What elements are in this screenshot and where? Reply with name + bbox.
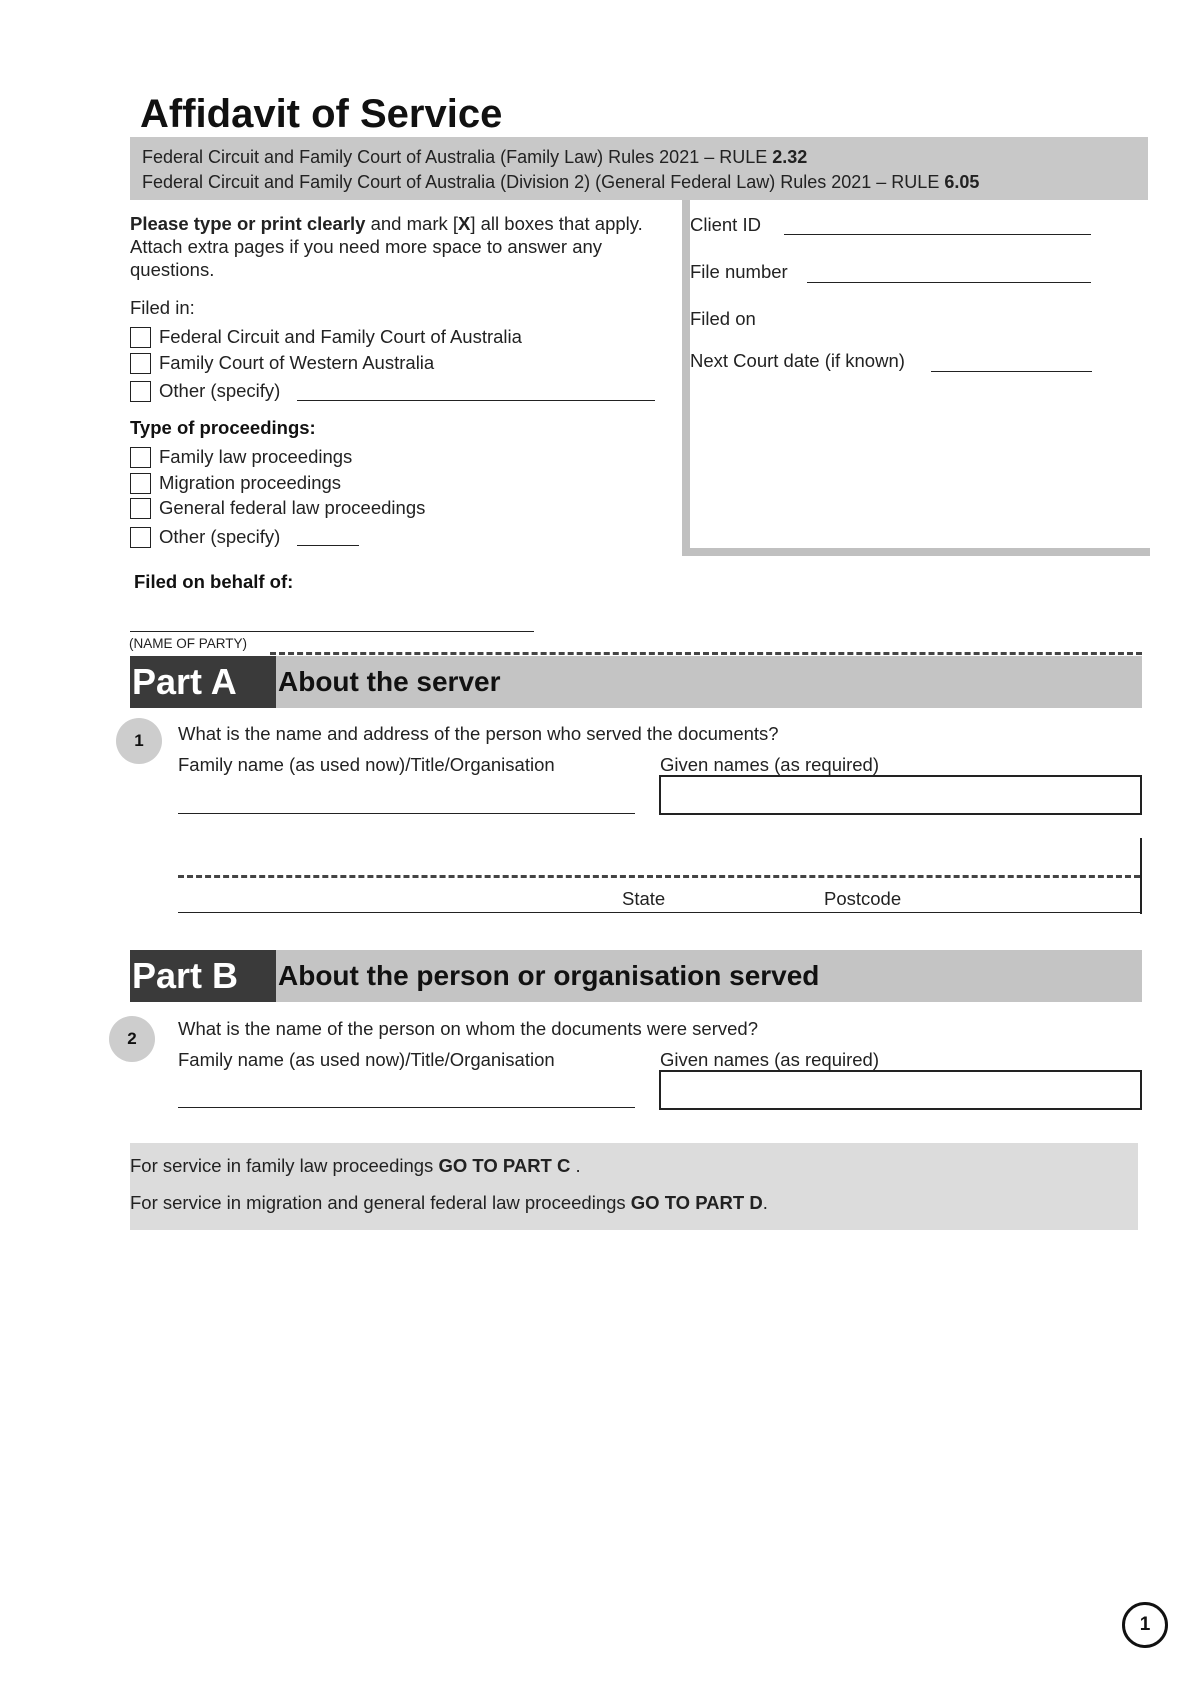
name-of-party-field[interactable] [130, 631, 534, 632]
served-family-name-label: Family name (as used now)/Title/Organisation [178, 1049, 555, 1070]
checkbox-family-law-proceedings[interactable] [130, 447, 151, 468]
proceedings-option-general-federal-law: General federal law proceedings [159, 497, 426, 518]
proceedings-other-specify-field[interactable] [297, 545, 359, 546]
server-given-names-field[interactable] [659, 775, 1142, 815]
filed-on-behalf-label: Filed on behalf of: [134, 571, 294, 592]
instructions-bold: Please type or print clearly [130, 213, 366, 234]
note-migration-general [130, 1192, 768, 1214]
question-1-number: 1 [116, 718, 162, 764]
note-family-law-text: For service in family law proceedings [130, 1155, 439, 1176]
part-a-tag: Part A [130, 656, 276, 708]
part-b-heading: About the person or organisation served [276, 950, 1142, 1002]
rule-number-general-federal-law: 6.05 [944, 172, 980, 192]
rule-number-family-law: 2.32 [772, 147, 808, 167]
instructions-text-a: and mark [ [365, 213, 459, 234]
proceedings-option-migration: Migration proceedings [159, 472, 342, 493]
instructions [130, 212, 675, 281]
client-id-label: Client ID [690, 214, 761, 235]
server-address-field[interactable] [178, 875, 1140, 878]
note-family-law-end: . [570, 1155, 581, 1176]
checkbox-federal-circuit-court[interactable] [130, 327, 151, 348]
page-number: 1 [1122, 1602, 1168, 1648]
rule-line-general-federal-law [142, 171, 979, 193]
served-family-name-field[interactable] [178, 1107, 635, 1108]
proceedings-option-other: Other (specify) [159, 526, 281, 547]
file-number-field[interactable] [807, 282, 1091, 283]
part-b-tag: Part B [130, 950, 276, 1002]
question-2-number: 2 [109, 1016, 155, 1062]
question-1-text: What is the name and address of the person who served the documents? [178, 723, 779, 744]
server-suburb-field[interactable] [178, 912, 1142, 913]
file-number-label: File number [690, 261, 788, 282]
note-family-law-bold: GO TO PART C [438, 1155, 571, 1176]
instructions-text-b: ] all boxes that apply. Attach extra pages if you need more space to answer any questions. [130, 213, 643, 280]
server-postcode-label: Postcode [824, 888, 902, 909]
server-state-label: State [622, 888, 666, 909]
filed-on-label: Filed on [690, 308, 756, 329]
part-navigation-note [130, 1143, 1138, 1230]
rules-band [130, 137, 1148, 200]
note-migration-general-text: For service in migration and general federal law proceedings [130, 1192, 631, 1213]
next-court-date-field[interactable] [931, 371, 1092, 372]
section-divider [270, 652, 1142, 655]
form-title: Affidavit of Service [140, 92, 503, 136]
question-2-text: What is the name of the person on whom the documents were served? [178, 1018, 758, 1039]
note-family-law [130, 1155, 581, 1177]
next-court-date-label: Next Court date (if known) [690, 350, 905, 371]
proceedings-option-family-law: Family law proceedings [159, 446, 353, 467]
served-given-names-label: Given names (as required) [660, 1049, 880, 1070]
checkbox-family-court-wa[interactable] [130, 353, 151, 374]
checkbox-migration-proceedings[interactable] [130, 473, 151, 494]
client-id-field[interactable] [784, 234, 1091, 235]
note-migration-general-end: . [762, 1192, 768, 1213]
instructions-mark: X [458, 213, 471, 234]
rule-line-general-federal-law-text: Federal Circuit and Family Court of Australia (Division 2) (General Federal Law) Rules 2021 – RULE [142, 172, 945, 192]
note-migration-general-bold: GO TO PART D [630, 1192, 763, 1213]
filed-in-option-family-court-wa: Family Court of Western Australia [159, 352, 435, 373]
server-given-names-label: Given names (as required) [660, 754, 880, 775]
filed-in-label: Filed in: [130, 297, 195, 318]
filed-in-option-other: Other (specify) [159, 380, 281, 401]
proceedings-label: Type of proceedings: [130, 417, 316, 438]
server-family-name-field[interactable] [178, 813, 635, 814]
part-a-heading: About the server [276, 656, 1142, 708]
rule-line-family-law [142, 146, 807, 168]
office-use-frame-bottom [682, 548, 1150, 556]
filed-in-option-federal-circuit-court: Federal Circuit and Family Court of Australia [159, 326, 522, 347]
office-use-frame-left [682, 200, 690, 556]
checkbox-general-federal-law-proceedings[interactable] [130, 498, 151, 519]
address-box-right-edge [1140, 838, 1142, 914]
name-of-party-caption: (NAME OF PARTY) [129, 636, 248, 651]
checkbox-filed-in-other[interactable] [130, 381, 151, 402]
server-family-name-label: Family name (as used now)/Title/Organisation [178, 754, 555, 775]
filed-in-other-specify-field[interactable] [297, 400, 655, 401]
served-given-names-field[interactable] [659, 1070, 1142, 1110]
rule-line-family-law-text: Federal Circuit and Family Court of Australia (Family Law) Rules 2021 – RULE [142, 147, 773, 167]
checkbox-proceedings-other[interactable] [130, 527, 151, 548]
